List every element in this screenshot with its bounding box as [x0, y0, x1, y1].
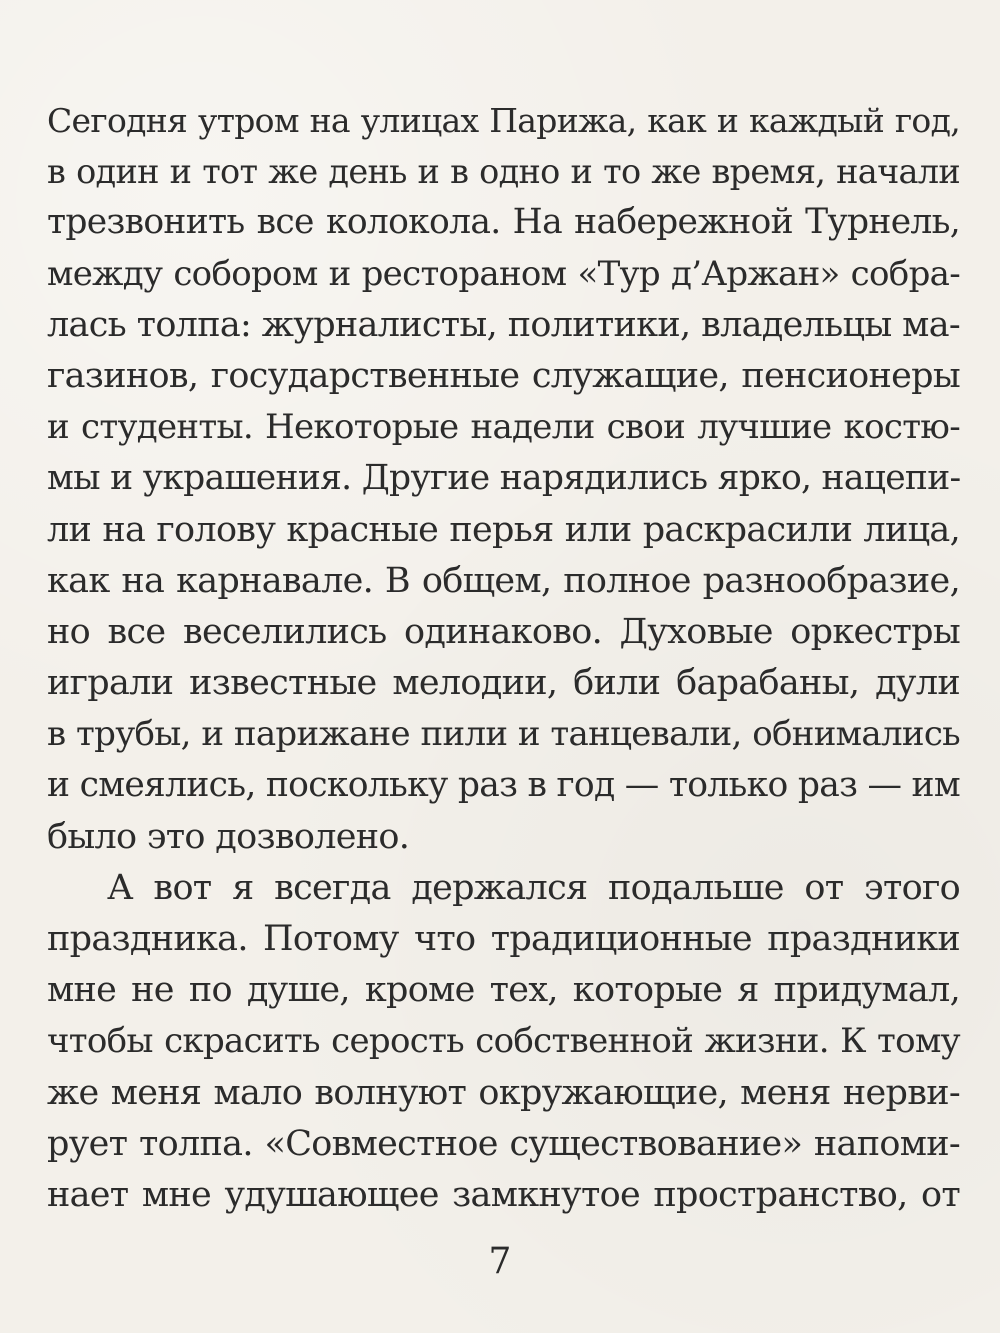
text-line: рует толпа. «Совместное существование» напоми- [47, 1123, 960, 1164]
text-line: но все веселились одинаково. Духовые оркестры [47, 611, 960, 652]
text-line: трезвонить все колокола. На набережной Турнель, [47, 202, 960, 243]
text-line: чтобы скрасить серость собственной жизни. К тому [47, 1021, 960, 1062]
paragraph-2 [47, 863, 960, 1221]
text-line: ли на голову красные перья или раскрасили лица, [47, 509, 960, 550]
text-line: нает мне удушающее замкнутое пространство, от [47, 1174, 960, 1215]
text-line: в один и тот же день и в одно и то же время, начали [47, 152, 960, 192]
text-line: газинов, государственные служащие, пенсионеры [47, 355, 960, 396]
body-text [47, 95, 960, 1221]
text-line: и студенты. Некоторые надели свои лучшие костю- [47, 407, 960, 448]
text-line: лась толпа: журналисты, политики, владельцы ма- [47, 304, 960, 345]
page-number: 7 [488, 1241, 512, 1282]
text-line: было это дозволено. [47, 816, 410, 857]
bleed-through-texture [60, 0, 982, 60]
text-line: играли известные мелодии, били барабаны, дули [47, 663, 960, 704]
paragraph-1 [47, 95, 960, 863]
text-line: Сегодня утром на улицах Парижа, как и каждый год, [47, 101, 960, 140]
text-line: мы и украшения. Другие нарядились ярко, нацепи- [47, 458, 961, 499]
text-line: же меня мало волнуют окружающие, меня нерви- [47, 1072, 960, 1113]
text-line: как на карнавале. В общем, полное разнообразие, [47, 560, 960, 601]
text-line: праздника. Потому что традиционные праздники [47, 919, 960, 959]
text-line: между собором и рестораном «Тур д’Аржан» собра- [47, 253, 960, 294]
text-line: в трубы, и парижане пили и танцевали, обнимались [47, 714, 960, 755]
text-line: и смеялись, поскольку раз в год — только раз — им [47, 765, 960, 806]
text-line: мне не по душе, кроме тех, которые я придумал, [47, 970, 960, 1011]
text-line: А вот я всегда держался подальше от этого [107, 867, 960, 908]
